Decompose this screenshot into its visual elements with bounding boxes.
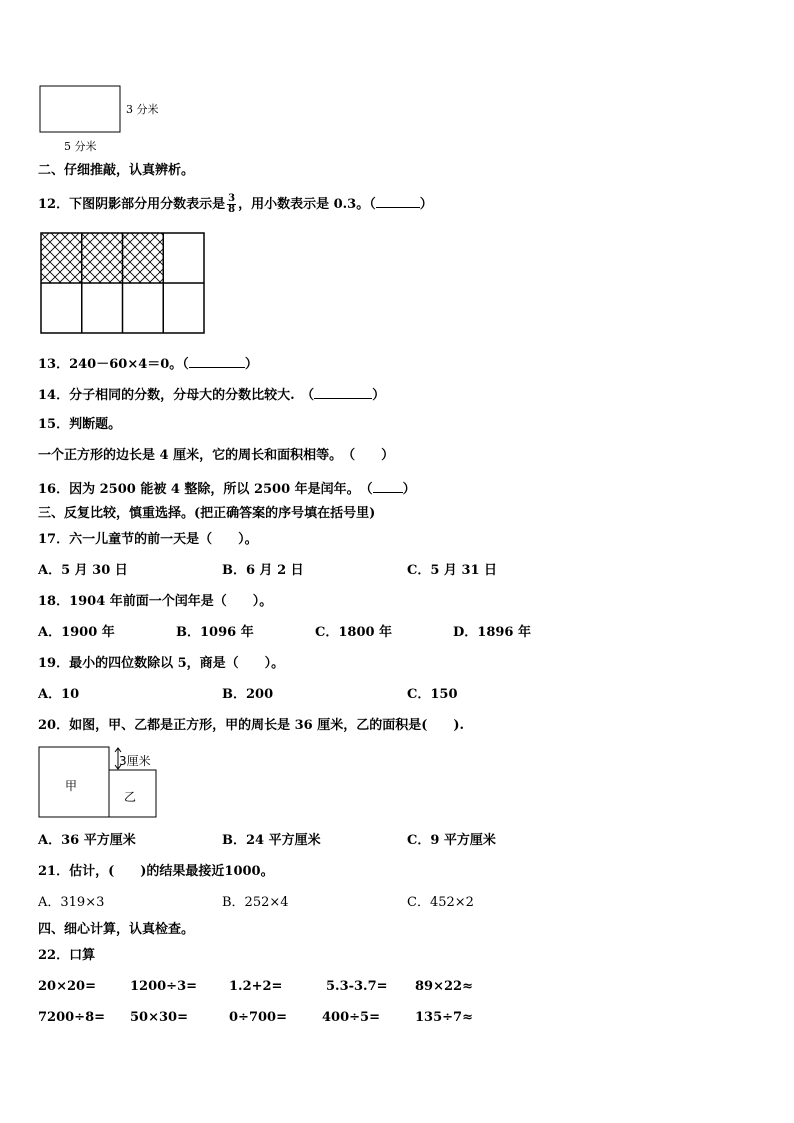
label-yi: 乙 — [124, 790, 137, 804]
calc-item: 1200÷3= — [130, 979, 198, 994]
question-13 — [38, 355, 258, 373]
q19-option-b[interactable]: B．200 — [222, 687, 274, 702]
answer-blank[interactable] — [314, 386, 372, 399]
calc-item: 50×30= — [130, 1010, 188, 1025]
calc-item: 0÷700= — [229, 1010, 287, 1025]
q14-close: ） — [372, 388, 386, 403]
calc-item: 1.2+2= — [229, 979, 283, 994]
question-20: 20．如图，甲、乙都是正方形，甲的周长是 36 厘米，乙的面积是( ). — [38, 718, 465, 733]
q19-option-c[interactable]: C．150 — [407, 687, 458, 702]
q12-close: ） — [419, 197, 433, 212]
calc-item: 7200÷8= — [38, 1010, 106, 1025]
q17-option-a[interactable]: A．5 月 30 日 — [38, 563, 128, 578]
label-3cm: 3厘米 — [119, 754, 151, 768]
calc-item: 20×20= — [38, 979, 96, 994]
shaded-grid-figure — [40, 232, 206, 336]
q21-option-a[interactable]: A．319×3 — [38, 895, 105, 910]
section-4-title: 四、细心计算，认真检查。 — [38, 922, 195, 937]
answer-blank[interactable] — [376, 195, 420, 208]
rectangle-figure — [38, 84, 128, 136]
question-21: 21．估计，( )的结果最接近1000。 — [38, 864, 274, 879]
answer-blank[interactable] — [373, 480, 403, 493]
question-22-title: 22．口算 — [38, 948, 96, 963]
fraction-numerator: 3 — [228, 193, 236, 204]
q17-option-c[interactable]: C．5 月 31 日 — [407, 563, 498, 578]
q14-text: 14．分子相同的分数，分母大的分数比较大. （ — [38, 388, 315, 403]
q20-option-a[interactable]: A．36 平方厘米 — [38, 833, 136, 848]
fraction-denominator: 8 — [228, 204, 236, 215]
q16-close: ） — [402, 482, 416, 497]
calc-item: 400÷5= — [322, 1010, 380, 1025]
q19-option-a[interactable]: A．10 — [38, 687, 80, 702]
section-3-title: 三、反复比较，慎重选择。(把正确答案的序号填在括号里) — [38, 506, 376, 521]
q12-prefix: 12．下图阴影部分用分数表示是 — [38, 197, 226, 212]
question-15-title: 15．判断题。 — [38, 417, 122, 432]
question-17: 17．六一儿童节的前一天是（ ）。 — [38, 532, 258, 547]
calc-item: 5.3-3.7= — [326, 979, 388, 994]
q13-close: ） — [244, 357, 258, 372]
question-15-text: 一个正方形的边长是 4 厘米，它的周长和面积相等。 （ ） — [38, 448, 395, 463]
q12-suffix: ，用小数表示是 0.3。（ — [238, 197, 376, 212]
calc-item: 89×22≈ — [415, 979, 473, 994]
question-12 — [38, 194, 433, 215]
q18-option-b[interactable]: B．1096 年 — [176, 625, 254, 640]
q18-option-c[interactable]: C．1800 年 — [315, 625, 393, 640]
section-2-title: 二、仔细推敲，认真辨析。 — [38, 163, 195, 178]
q13-text: 13．240－60×4＝0。（ — [38, 357, 189, 372]
question-16 — [38, 480, 416, 498]
q20-option-c[interactable]: C．9 平方厘米 — [407, 833, 496, 848]
q21-option-b[interactable]: B．252×4 — [222, 895, 289, 910]
q21-option-c[interactable]: C．452×2 — [407, 895, 474, 910]
q18-option-d[interactable]: D．1896 年 — [453, 625, 531, 640]
calc-item: 135÷7≈ — [415, 1010, 473, 1025]
rect-height-label: 3 分米 — [126, 103, 159, 116]
question-14 — [38, 386, 385, 404]
question-19: 19．最小的四位数除以 5，商是（ ）。 — [38, 656, 285, 671]
rect-width-label: 5 分米 — [64, 140, 97, 153]
q20-option-b[interactable]: B．24 平方厘米 — [222, 833, 321, 848]
answer-blank[interactable] — [189, 355, 245, 368]
label-jia: 甲 — [65, 779, 78, 793]
q17-option-b[interactable]: B．6 月 2 日 — [222, 563, 304, 578]
fraction — [227, 194, 236, 215]
q16-text: 16．因为 2500 能被 4 整除，所以 2500 年是闰年。 （ — [38, 482, 373, 497]
q18-option-a[interactable]: A．1900 年 — [38, 625, 115, 640]
question-18: 18．1904 年前面一个闰年是（ ）。 — [38, 594, 273, 609]
